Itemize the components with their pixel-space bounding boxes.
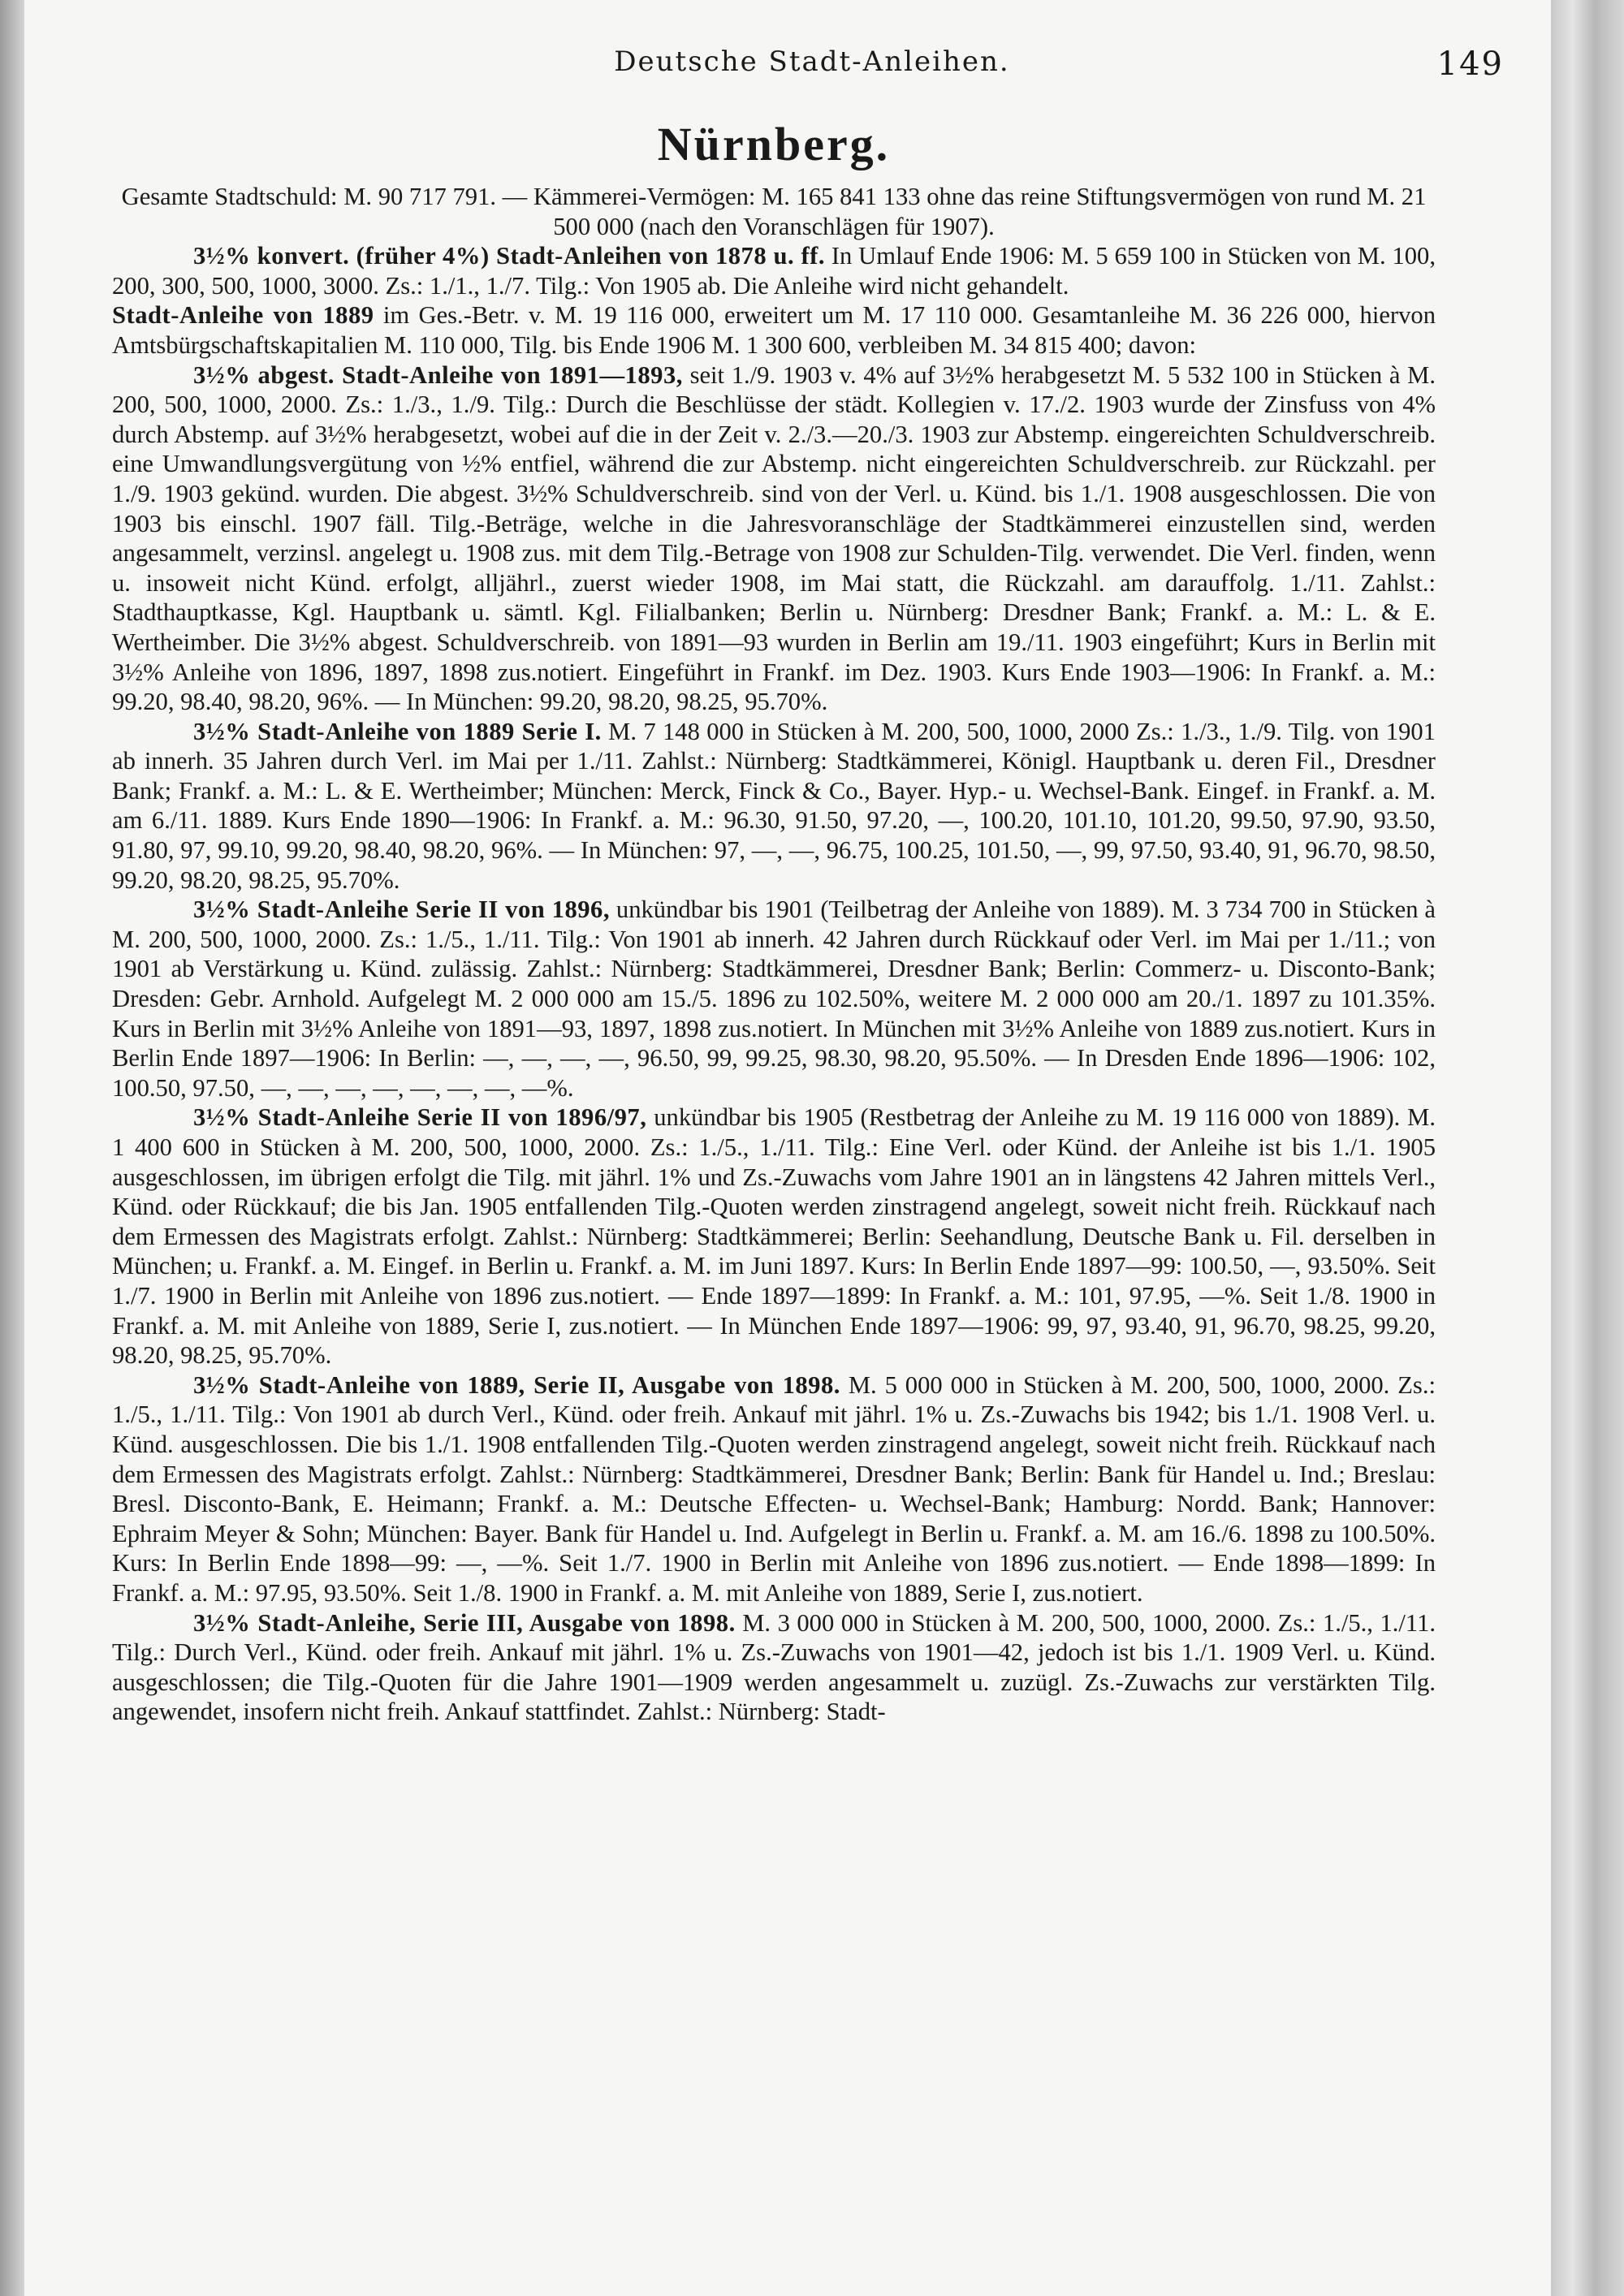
paragraph-text: Gesamte Stadtschuld: M. 90 717 791. — Kämmerei-Vermögen: M. 165 841 133 ohne das reine Stiftungsvermögen von rund M. 21 500 000 (nach den Voranschlägen für 1907). — [121, 183, 1427, 240]
loan-text: M. 3 000 000 in Stücken à M. 200, 500, 1000, 2000. Zs.: 1./5., 1./11. Tilg.: Durch Verl., Künd. oder freih. Ankauf mit jährl. 1% u. Zs.-Zuwachs von 1901—42, jedoch ist bis 1./1. 1909 Verl. u. Künd. ausgeschlossen; die Tilg.-Quoten für die Jahre 1901—1909 werden angesammelt u. zuzügl. Zs.-Zuwachs zur verstärkten Tilg. angewendet, insofern nicht freih. Ankauf stattfindet. Zahlst.: Nürnberg: Stadt- — [112, 1608, 1436, 1726]
loan-heading: Stadt-Anleihe von 1889 — [112, 301, 374, 330]
loan-entry-serie-3-1898 — [112, 1608, 1436, 1727]
scan-left-edge — [0, 0, 24, 2296]
running-head — [81, 45, 1543, 86]
loan-heading: 3½% Stadt-Anleihe, Serie III, Ausgabe von 1898. — [193, 1608, 736, 1637]
loan-text: unkündbar bis 1905 (Restbetrag der Anleihe zu M. 19 116 000 von 1889). M. 1 400 600 in Stücken à M. 200, 500, 1000, 2000. Zs.: 1./5., 1./11. Tilg.: Eine Verl. oder Künd. der Anleihe ist bis 1./1. 1905 ausgeschlossen, im übrigen erfolgt die Tilg. mit jährl. 1% und Zs.-Zuwachs vom Jahre 1901 an in längstens 42 Jahren mittels Verl., Künd. oder Rückkauf; die bis Jan. 1905 entfallenden Tilg.-Quoten werden zinstragend angelegt, soweit nicht freih. Rückkauf nach dem Ermessen des Magistrats erfolgt. Zahlst.: Nürnberg: Stadtkämmerei; Berlin: Seehandlung, Deutsche Bank u. Fil. derselben in München; u. Frankf. a. M. Eingef. in Berlin u. Frankf. a. M. im Juni 1897. Kurs: In Berlin Ende 1897—99: 100.50, —, 93.50%. Seit 1./7. 1900 in Berlin mit Anleihe von 1896 zus.notiert. — Ende 1897—1899: In Frankf. a. M.: 101, 97.95, —%. Seit 1./8. 1900 in Frankf. a. M. mit Anleihe von 1889, Serie I, zus.notiert. — In München Ende 1897—1906: 99, 97, 93.40, 91, 96.70, 98.25, 99.20, 98.20, 98.25, 95.70%. — [112, 1103, 1436, 1370]
loan-text: im Ges.-Betr. v. M. 19 116 000, erweitert um M. 17 110 000. Gesamtanleihe M. 36 226 000, hiervon Amtsbürgschaftskapitalien M. 110 000, Tilg. bis Ende 1906 M. 1 300 600, verbleiben M. 34 815 400; davon: — [112, 301, 1436, 359]
loan-heading: 3½% konvert. (früher 4%) Stadt-Anleihen von 1878 u. ff. — [193, 242, 826, 270]
loan-entry-1878 — [112, 241, 1436, 300]
scan-right-edge — [1551, 0, 1624, 2296]
loan-text: M. 5 000 000 in Stücken à M. 200, 500, 1000, 2000. Zs.: 1./5., 1./11. Tilg.: Von 1901 ab durch Verl., Künd. oder freih. Ankauf mit jährl. 1% u. Zs.-Zuwachs bis 1942; bis 1./1. 1908 Verl. u. Künd. ausgeschlossen. Die bis 1./1. 1908 entfallenden Tilg.-Quoten werden zinstragend angelegt, soweit nicht freih. Rückkauf nach dem Ermessen des Magistrats erfolgt. Zahlst.: Nürnberg: Stadtkämmerei, Dresdner Bank; Berlin: Bank für Handel u. Ind.; Breslau: Bresl. Disconto-Bank, E. Heimann; Frankf. a. M.: Deutsche Effecten- u. Wechsel-Bank; Hamburg: Nordd. Bank; Hannover: Ephraim Meyer & Sohn; München: Bayer. Bank für Handel u. Ind. Aufgelegt in Berlin u. Frankf. a. M. am 16./6. 1898 zu 100.50%. Kurs: In Berlin Ende 1898—99: —, —%. Seit 1./7. 1900 in Berlin mit Anleihe von 1896 zus.notiert. — Ende 1898—1899: In Frankf. a. M.: 97.95, 93.50%. Seit 1./8. 1900 in Frankf. a. M. mit Anleihe von 1889, Serie I, zus.notiert. — [112, 1370, 1436, 1607]
loan-text: M. 7 148 000 in Stücken à M. 200, 500, 1000, 2000 Zs.: 1./3., 1./9. Tilg. von 1901 ab innerh. 35 Jahren durch Verl. im Mai per 1./11. Zahlst.: Nürnberg: Stadtkämmerei, Königl. Hauptbank u. deren Fil., Dresdner Bank; Frankf. a. M.: L. & E. Wertheimber; München: Merck, Finck & Co., Bayer. Hyp.- u. Wechsel-Bank. Eingef. in Frankf. a. M. am 6./11. 1889. Kurs Ende 1890—1906: In Frankf. a. M.: 96.30, 91.50, 97.20, —, 100.20, 101.10, 101.20, 99.50, 97.90, 93.50, 91.80, 97, 99.10, 99.20, 98.40, 98.20, 96%. — In München: 97, —, —, 96.75, 100.25, 101.50, —, 99, 97.50, 93.40, 91, 96.70, 98.50, 99.20, 98.20, 98.25, 95.70%. — [112, 717, 1436, 894]
loan-heading: 3½% Stadt-Anleihe Serie II von 1896/97, — [193, 1103, 647, 1132]
debt-summary-paragraph — [112, 182, 1436, 241]
loan-text: In Umlauf Ende 1906: M. 5 659 100 in Stücken von M. 100, 200, 300, 500, 1000, 3000. Zs.: 1./1., 1./7. Tilg.: Von 1905 ab. Die Anleihe wird nicht gehandelt. — [112, 242, 1436, 300]
loan-entry-serie-2-1896-97 — [112, 1103, 1436, 1370]
loan-heading: 3½% Stadt-Anleihe von 1889 Serie I. — [193, 717, 602, 745]
loan-entry-1891-93 — [112, 360, 1436, 717]
loan-entry-1889-total — [112, 300, 1436, 360]
loan-text: unkündbar bis 1901 (Teilbetrag der Anleihe von 1889). M. 3 734 700 in Stücken à M. 200, 500, 1000, 2000. Zs.: 1./5., 1./11. Tilg.: Von 1901 ab innerh. 42 Jahren durch Rückkauf oder Verl. im Mai per 1./11.; von 1901 ab Verstärkung u. Künd. zulässig. Zahlst.: Nürnberg: Stadtkämmerei, Dresdner Bank; Berlin: Commerz- u. Disconto-Bank; Dresden: Gebr. Arnhold. Aufgelegt M. 2 000 000 am 15./5. 1896 zu 102.50%, weitere M. 2 000 000 am 20./1. 1897 zu 101.35%. Kurs in Berlin mit 3½% Anleihe von 1891—93, 1897, 1898 zus.notiert. In München mit 3½% Anleihe von 1889 zus.notiert. Kurs in Berlin Ende 1897—1906: In Berlin: —, —, —, —, 96.50, 99, 99.25, 98.30, 98.20, 95.50%. — In Dresden Ende 1896—1906: 102, 100.50, 97.50, —, —, —, —, —, —, —, —%. — [112, 896, 1436, 1102]
loan-heading: 3½% abgest. Stadt-Anleihe von 1891—1893, — [193, 360, 683, 389]
loan-entry-serie-2-1898 — [112, 1370, 1436, 1608]
loan-heading: 3½% Stadt-Anleihe Serie II von 1896, — [193, 896, 611, 924]
page-content — [112, 114, 1436, 1727]
running-head-title: Deutsche Stadt-Anleihen. — [614, 45, 1010, 78]
loan-entry-1889-serie-1 — [112, 717, 1436, 896]
loan-heading: 3½% Stadt-Anleihe von 1889, Serie II, Ausgabe von 1898. — [193, 1370, 840, 1399]
page-number: 149 — [1436, 45, 1504, 83]
city-heading: Nürnberg. — [657, 118, 891, 170]
loan-entry-serie-2-1896 — [112, 895, 1436, 1103]
loan-text: seit 1./9. 1903 v. 4% auf 3½% herabgesetzt M. 5 532 100 in Stücken à M. 200, 500, 1000, 2000. Zs.: 1./3., 1./9. Tilg.: Durch die Beschlüsse der städt. Kollegien v. 17./2. 1903 wurde der Zinsfuss von 4% durch Abstemp. auf 3½% herabgesetzt, wobei auf die in der Zeit v. 2./3.—20./3. 1903 zur Abstemp. eingereichten Schuldverschreib. eine Umwandlungsvergütung von ½% entfiel, während die zur Abstemp. nicht eingereichten Schuldverschreib. zur Rückzahl. per 1./9. 1903 gekünd. wurden. Die abgest. 3½% Schuldverschreib. sind von der Verl. u. Künd. bis 1./1. 1908 ausgeschlossen. Die von 1903 bis einschl. 1907 fäll. Tilg.-Beträge, welche in die Jahresvoranschläge der Stadtkämmerei einzustellen sind, werden angesammelt, verzinsl. angelegt u. 1908 zus. mit dem Tilg.-Betrage von 1908 zur Schulden-Tilg. verwendet. Die Verl. finden, wenn u. insoweit nicht Künd. erfolgt, alljährl., zuerst wieder 1908, im Mai statt, die Rückzahl. am darauffolg. 1./11. Zahlst.: Stadthauptkasse, Kgl. Hauptbank u. sämtl. Kgl. Filialbanken; Berlin u. Nürnberg: Dresdner Bank; Frankf. a. M.: L. & E. Wertheimber. Die 3½% abgest. Schuldverschreib. von 1891—93 wurden in Berlin am 19./11. 1903 eingeführt; Kurs in Berlin mit 3½% Anleihe von 1896, 1897, 1898 zus.notiert. Eingeführt in Frankf. im Dez. 1903. Kurs Ende 1903—1906: In Frankf. a. M.: 99.20, 98.40, 98.20, 96%. — In München: 99.20, 98.20, 98.25, 95.70%. — [112, 360, 1436, 716]
